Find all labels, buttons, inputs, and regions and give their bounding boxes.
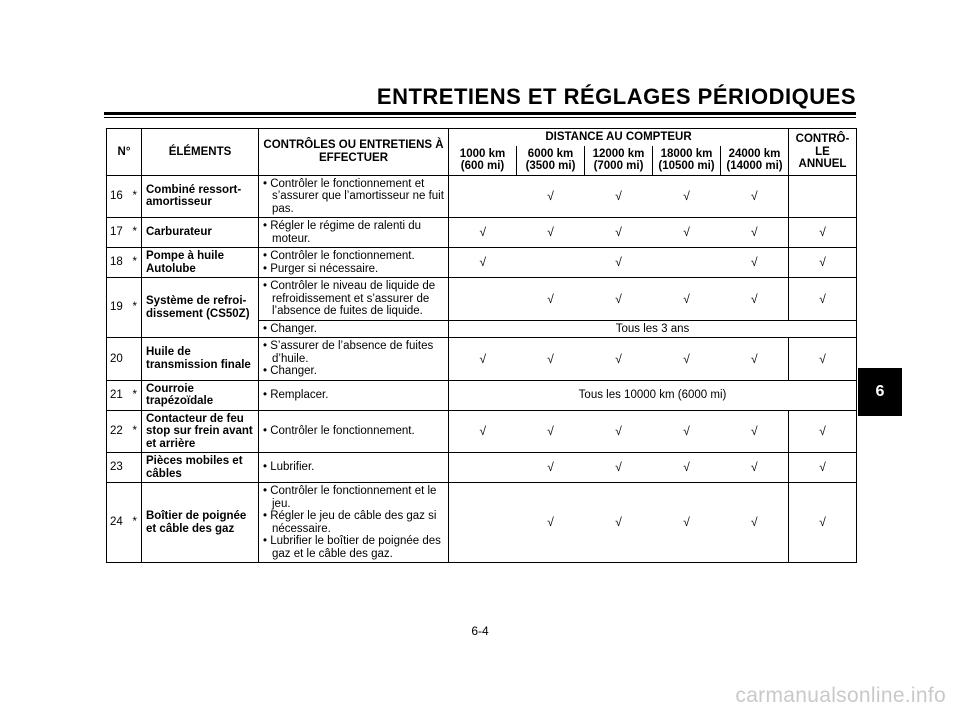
- row-checks: [259, 175, 449, 218]
- check-item: • Changer.: [263, 365, 317, 377]
- row-star: *: [129, 248, 142, 278]
- chapter-tab: 6: [858, 368, 902, 416]
- row-element: Pompe à huile Autolube: [142, 248, 259, 278]
- header-row-1: [107, 129, 857, 146]
- row-star: *: [129, 380, 142, 410]
- row-element: Pièces mobiles et câbles: [142, 453, 259, 483]
- check-mark: √: [585, 453, 653, 483]
- check-item: • Purger si nécessaire.: [263, 262, 379, 275]
- title-rule: [104, 112, 856, 118]
- check-mark: √: [585, 248, 653, 278]
- check-mark: [789, 175, 857, 218]
- check-mark: √: [585, 338, 653, 381]
- row-number: 20: [107, 338, 129, 381]
- table-row: [107, 175, 857, 218]
- check-mark: [653, 248, 721, 278]
- header-checks: CONTRÔLES OU ENTRETIENS À EFFECTUER: [259, 129, 449, 176]
- check-mark: √: [517, 483, 585, 563]
- check-mark: √: [449, 218, 517, 248]
- watermark: carmanualsonline.info: [735, 684, 946, 707]
- check-item: • Contrôler le fonctionnement et s’assurer que l’amortisseur ne fuit pas.: [263, 177, 444, 215]
- check-mark: [449, 175, 517, 218]
- check-mark: √: [789, 453, 857, 483]
- row-checks: [259, 320, 449, 338]
- row-element: Contacteur de feu stop sur frein avant et arrière: [142, 410, 259, 453]
- table-body: [107, 175, 857, 563]
- row-checks: [259, 453, 449, 483]
- check-mark: √: [721, 278, 789, 321]
- check-mark: √: [789, 218, 857, 248]
- row-checks: [259, 278, 449, 321]
- row-star: *: [129, 278, 142, 338]
- row-checks: [259, 338, 449, 381]
- check-mark: [449, 453, 517, 483]
- check-mark: √: [789, 410, 857, 453]
- check-mark: √: [653, 483, 721, 563]
- check-item: • Régler le régime de ralenti du moteur.: [263, 220, 422, 245]
- row-element: Combiné ressort-amortisseur: [142, 175, 259, 218]
- check-mark: √: [721, 218, 789, 248]
- row-number: 18: [107, 248, 129, 278]
- row-element: Courroie trapézoïdale: [142, 380, 259, 410]
- check-item: • Contrôler le niveau de liquide de refroidissement et s’assurer de l’absence de fuites de liquide.: [263, 280, 436, 317]
- check-mark: [449, 278, 517, 321]
- check-mark: √: [721, 453, 789, 483]
- check-mark: √: [653, 410, 721, 453]
- check-mark: √: [449, 248, 517, 278]
- check-item: • Contrôler le fonctionnement.: [263, 425, 415, 437]
- check-mark: √: [721, 175, 789, 218]
- check-mark: √: [789, 338, 857, 381]
- row-element: Système de refroi-dissement (CS50Z): [142, 278, 259, 338]
- check-item: • Remplacer.: [263, 388, 329, 401]
- header-distance-5: 24000 km (14000 mi): [721, 146, 789, 176]
- check-mark: √: [517, 410, 585, 453]
- row-star: [129, 338, 142, 381]
- check-item: • Changer.: [263, 322, 317, 335]
- row-star: [129, 453, 142, 483]
- page-number: 6-4: [471, 624, 489, 638]
- table-row: [107, 380, 857, 410]
- table-row: [107, 338, 857, 381]
- header-distance-4: 18000 km (10500 mi): [653, 146, 721, 176]
- header-distance-3: 12000 km (7000 mi): [585, 146, 653, 176]
- header-annual: CONTRÔ-LE ANNUEL: [789, 129, 857, 176]
- check-mark: √: [653, 453, 721, 483]
- row-star: *: [129, 483, 142, 563]
- check-mark: √: [517, 218, 585, 248]
- row-number: 19: [107, 278, 129, 338]
- table-row: [107, 248, 857, 278]
- header-distance-1: 1000 km (600 mi): [449, 146, 517, 176]
- row-element: Boîtier de poignée et câble des gaz: [142, 483, 259, 563]
- row-number: 17: [107, 218, 129, 248]
- check-mark: √: [585, 278, 653, 321]
- table-row: [107, 278, 857, 321]
- header-distance-2: 6000 km (3500 mi): [517, 146, 585, 176]
- row-number: 24: [107, 483, 129, 563]
- check-mark: √: [517, 175, 585, 218]
- page-title: ENTRETIENS ET RÉGLAGES PÉRIODIQUES: [376, 84, 856, 109]
- row-checks: [259, 410, 449, 453]
- maintenance-table: [106, 128, 857, 563]
- check-mark: √: [653, 175, 721, 218]
- check-mark: √: [585, 218, 653, 248]
- check-item: • Régler le jeu de câble des gaz si nécessaire.: [263, 510, 437, 535]
- table-row: [107, 218, 857, 248]
- check-mark: √: [585, 175, 653, 218]
- check-mark: √: [585, 410, 653, 453]
- header-distance: DISTANCE AU COMPTEUR: [449, 129, 789, 146]
- check-mark: √: [517, 338, 585, 381]
- table-row: [107, 453, 857, 483]
- check-mark: [449, 483, 517, 563]
- check-mark: √: [449, 410, 517, 453]
- check-mark: √: [585, 483, 653, 563]
- check-mark: √: [517, 278, 585, 321]
- check-item: • Contrôler le fonctionnement.: [263, 250, 415, 262]
- check-mark: √: [517, 453, 585, 483]
- check-item: • Contrôler le fonctionnement et le jeu.: [263, 485, 437, 510]
- row-checks: [259, 483, 449, 563]
- row-checks: [259, 248, 449, 278]
- row-number: 16: [107, 175, 129, 218]
- row-star: *: [129, 410, 142, 453]
- check-mark: [517, 248, 585, 278]
- check-mark: √: [789, 278, 857, 321]
- row-number: 23: [107, 453, 129, 483]
- row-star: *: [129, 175, 142, 218]
- header-elements: ÉLÉMENTS: [142, 129, 259, 176]
- row-checks: [259, 218, 449, 248]
- row-element: Huile de transmission finale: [142, 338, 259, 381]
- check-item: • Lubrifier le boîtier de poignée des gaz et le câble des gaz.: [263, 535, 441, 560]
- check-mark: √: [789, 248, 857, 278]
- row-element: Carburateur: [142, 218, 259, 248]
- check-mark: √: [721, 248, 789, 278]
- row-checks: [259, 380, 449, 410]
- check-item: • Lubrifier.: [263, 461, 315, 474]
- check-mark: √: [721, 483, 789, 563]
- interval-span: Tous les 3 ans: [449, 320, 857, 338]
- check-mark: √: [653, 278, 721, 321]
- check-mark: √: [653, 338, 721, 381]
- header-no: N°: [107, 129, 142, 176]
- row-star: *: [129, 218, 142, 248]
- table-row: [107, 483, 857, 563]
- check-mark: √: [653, 218, 721, 248]
- row-number: 22: [107, 410, 129, 453]
- check-mark: √: [721, 338, 789, 381]
- row-number: 21: [107, 380, 129, 410]
- check-mark: √: [721, 410, 789, 453]
- interval-span: Tous les 10000 km (6000 mi): [449, 380, 857, 410]
- table-row: [107, 410, 857, 453]
- check-mark: √: [789, 483, 857, 563]
- check-mark: √: [449, 338, 517, 381]
- check-item: • S’assurer de l’absence de fuites d’huile.: [263, 340, 434, 365]
